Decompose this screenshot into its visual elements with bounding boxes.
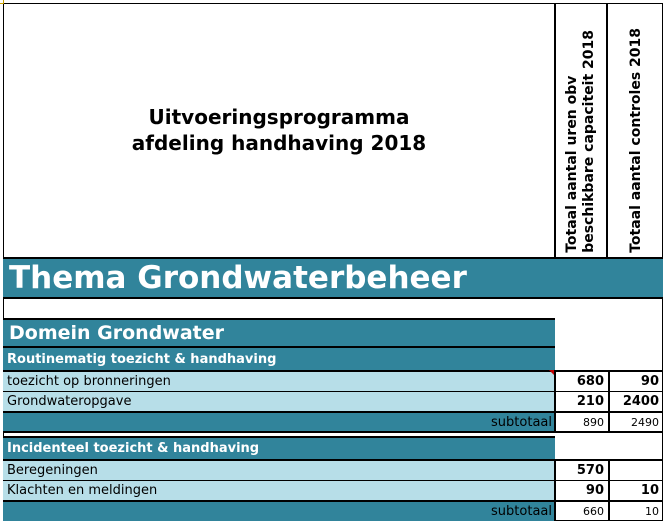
column-header-controls-label: Totaal aantal controles 2018 (627, 28, 644, 253)
title-block (3, 3, 555, 257)
cell-controls[interactable]: 90 (608, 370, 663, 391)
cell-controls[interactable]: 10 (608, 480, 663, 500)
subtotal-row[interactable] (3, 411, 555, 433)
theme-banner[interactable] (3, 257, 663, 299)
subtotal-controls[interactable]: 2490 (608, 411, 663, 433)
subtotal-row[interactable] (3, 500, 555, 521)
subtotal-hours[interactable]: 890 (554, 411, 608, 433)
table-row[interactable] (3, 370, 555, 391)
row-label: Klachten en meldingen (7, 483, 158, 498)
subtotal-label: subtotaal (491, 504, 552, 519)
cell-hours[interactable]: 680 (554, 370, 608, 391)
domain-title: Domein Grondwater (9, 322, 225, 344)
row-label: Grondwateropgave (7, 394, 132, 409)
cell-hours[interactable]: 570 (554, 459, 608, 480)
column-header-hours-line2: beschikbare capaciteit 2018 (581, 30, 597, 253)
column-header-hours-line1: Totaal aantal uren obv (564, 75, 580, 253)
cell-controls[interactable]: 2400 (608, 391, 663, 411)
incidental-section-title: Incidenteel toezicht & handhaving (7, 441, 260, 456)
column-header-hours[interactable] (554, 3, 608, 257)
cell-hours[interactable]: 90 (554, 480, 608, 500)
subtotal-controls[interactable]: 10 (608, 500, 663, 521)
page-title-line1: Uitvoeringsprogramma (148, 105, 410, 129)
domain-header[interactable] (3, 318, 555, 346)
table-row[interactable] (3, 459, 555, 480)
page-title-line2: afdeling handhaving 2018 (131, 131, 427, 155)
subtotal-hours[interactable]: 660 (554, 500, 608, 521)
table-row[interactable] (3, 391, 555, 411)
cell-controls[interactable] (608, 459, 663, 480)
subtotal-label: subtotaal (491, 414, 552, 430)
table-row[interactable] (3, 480, 555, 500)
incidental-section-header[interactable] (3, 436, 555, 459)
row-label: Beregeningen (7, 463, 98, 478)
theme-title: Thema Grondwaterbeheer (9, 260, 467, 296)
routine-section-header[interactable] (3, 346, 555, 370)
cell-hours[interactable]: 210 (554, 391, 608, 411)
column-header-controls[interactable] (608, 3, 663, 257)
routine-section-title: Routinematig toezicht & handhaving (7, 351, 277, 367)
row-label: toezicht op bronneringen (7, 374, 171, 389)
corner-marker (0, 0, 4, 4)
